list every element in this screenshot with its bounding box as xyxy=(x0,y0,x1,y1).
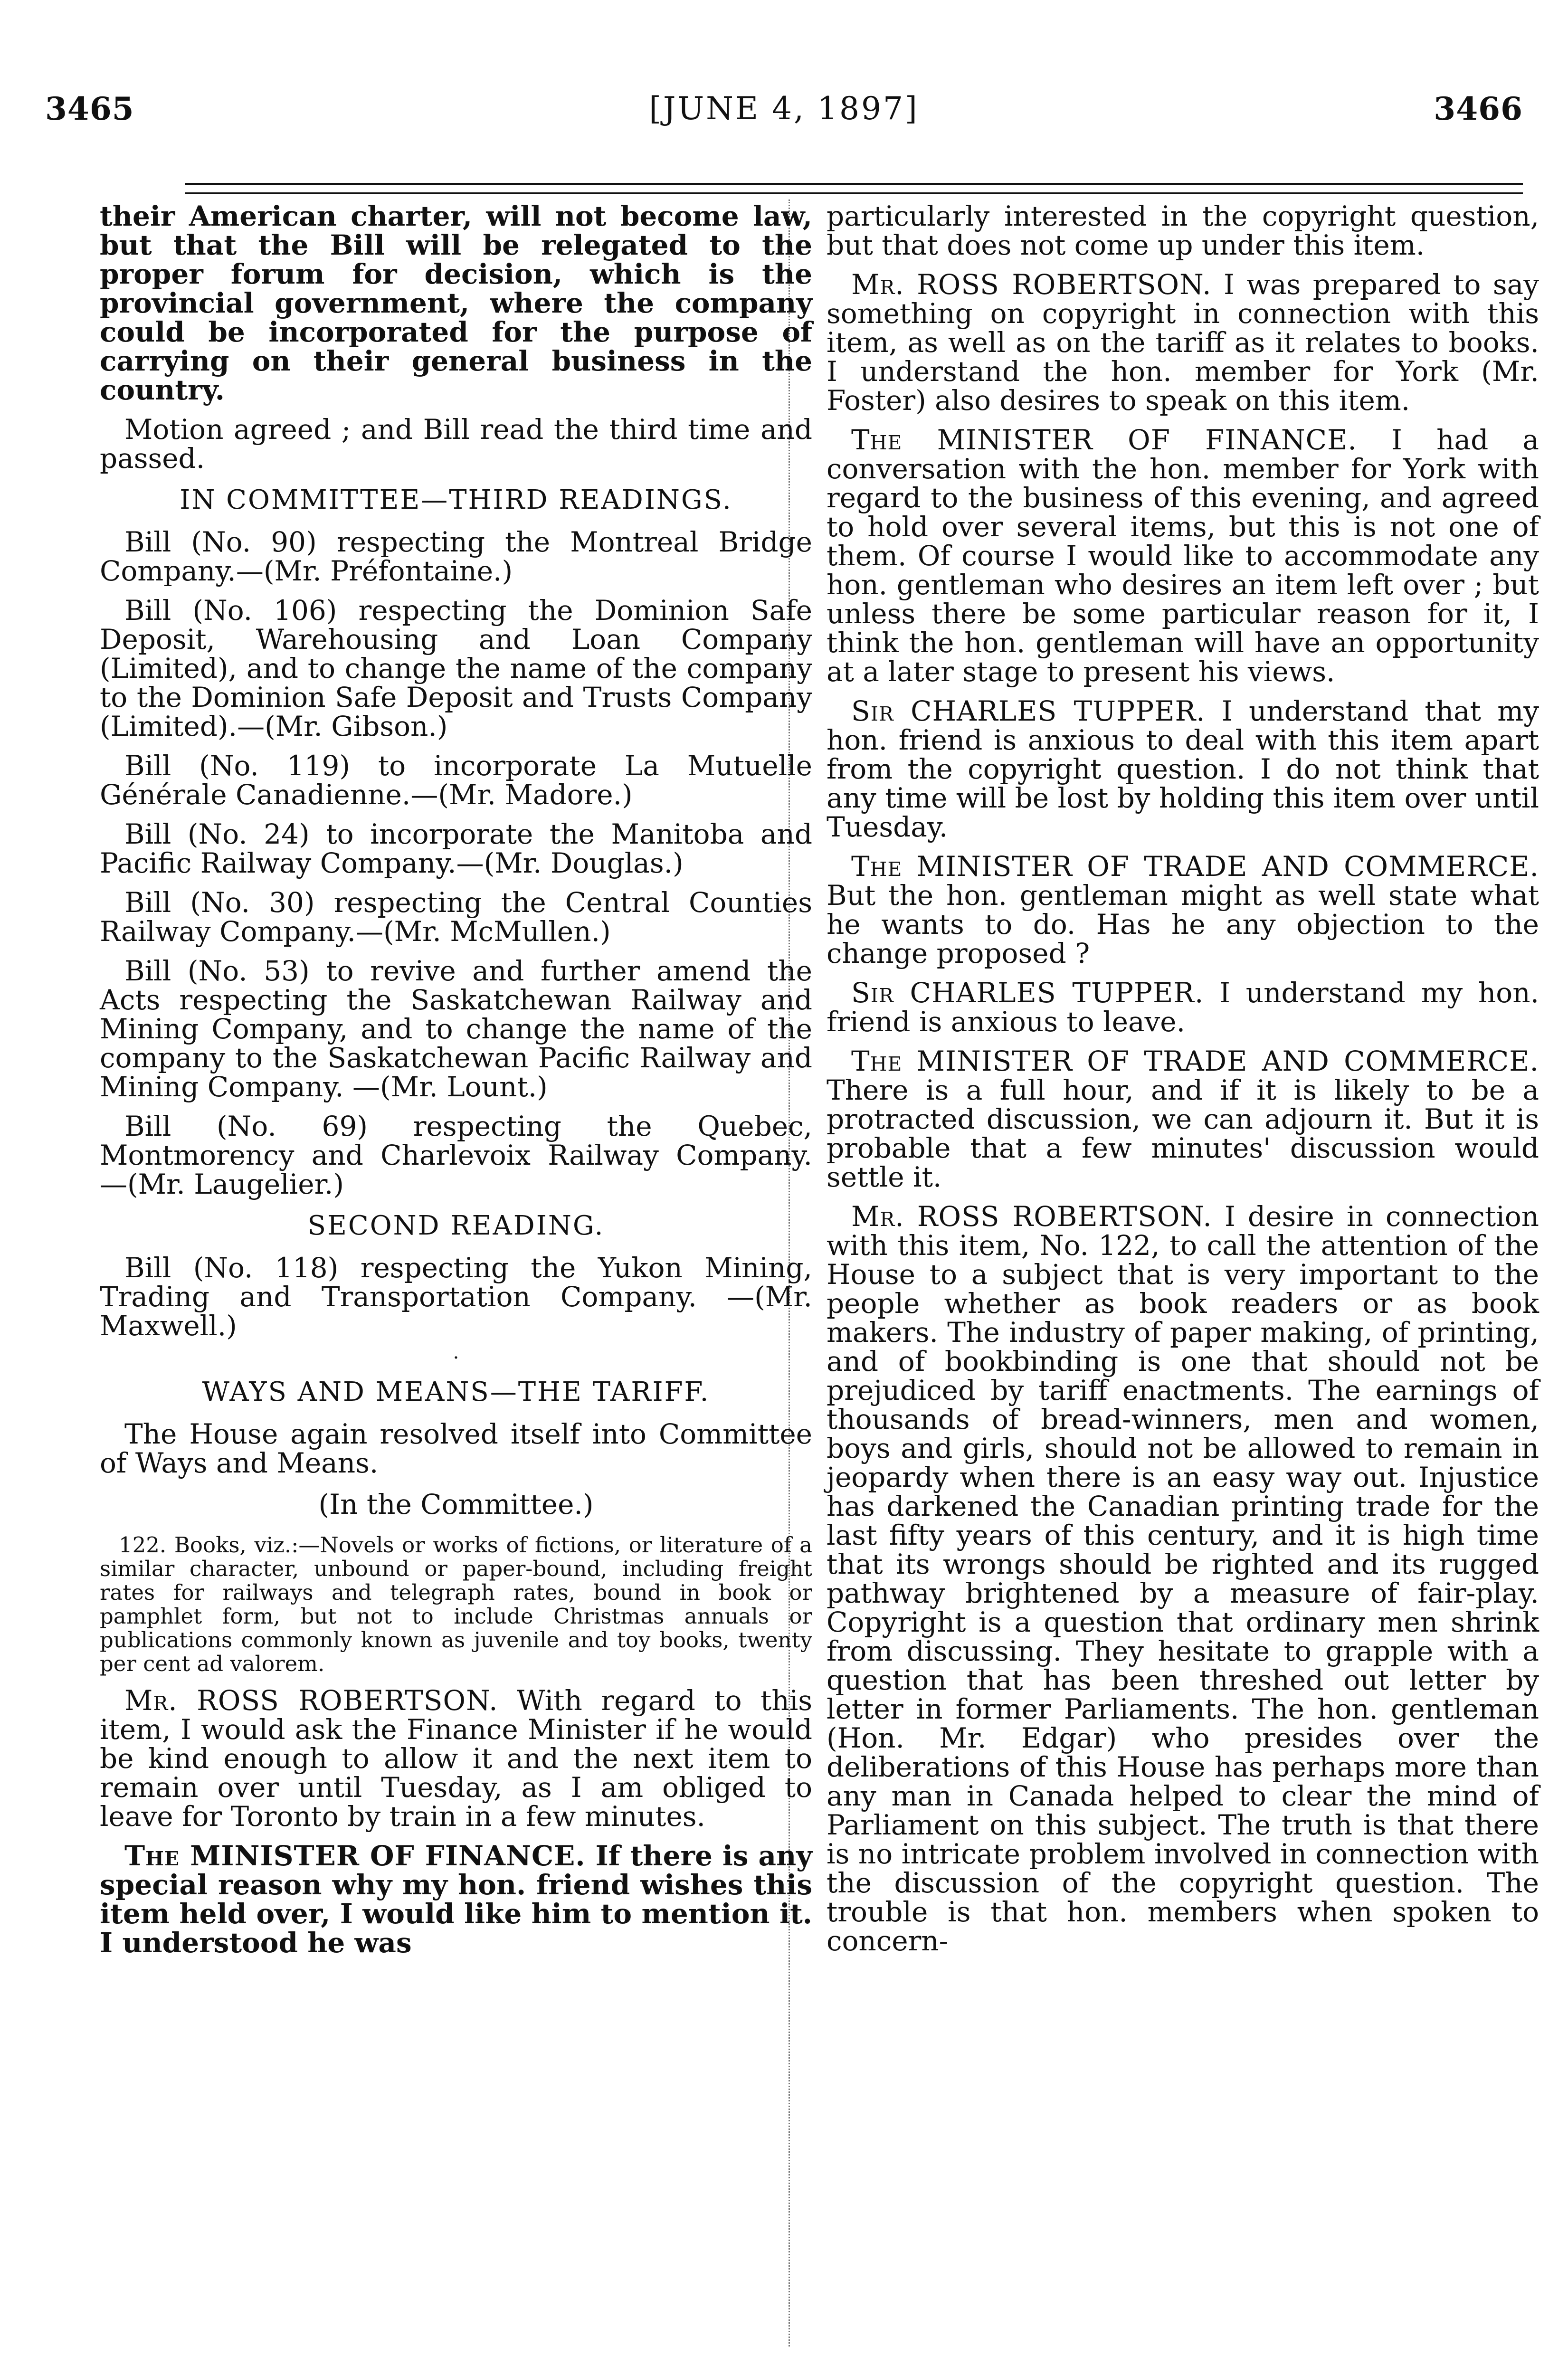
speech xyxy=(827,1202,1539,1956)
speaker-name: The MINISTER OF FINANCE. xyxy=(851,424,1357,456)
speech-text: I desire in connection with this item, No. 122, to call the attention of the House to a subject that is very important to the people whether as book readers or as book makers. The industry of paper making, of printing, and of bookbinding is one that should not be prejudiced by tariff enactments. The earnings of thousands of bread-winners, men and women, boys and girls, should not be allowed to remain in jeopardy when there is an easy way out. Injustice has darkened the Canadian printing trade for the last fifty years of this century, and it is high time that its wrongs should be righted and its rugged pathway brightened by a measure of fair-play. Copyright is a question that ordinary men shrink from discussing. They hesitate to grapple with a question that has been threshed out letter by letter in former Parliaments. The hon. gentleman (Hon. Mr. Edgar) who presides over the deliberations of this House has perhaps more than any man in Canada helped to clear the mind of Parliament on this subject. The truth is that there is no intricate problem involved in connection with the discussion of the copyright question. The trouble is that hon. members when spoken to concern- xyxy=(827,1200,1539,1957)
speech xyxy=(100,1842,812,1957)
tariff-item: 122. Books, viz.:—Novels or works of fictions, or literature of a similar character, unbound or paper-bound, including freight rates for railways and telegraph rates, bound in book or pamphlet form, but not to include Christmas annuals or publications commonly known as juvenile and toy books, twenty per cent ad valorem. xyxy=(100,1532,812,1676)
bill-entry: Bill (No. 24) to incorporate the Manitoba and Pacific Railway Company.—(Mr. Douglas.) xyxy=(100,818,812,879)
speech xyxy=(827,426,1539,686)
paragraph: Motion agreed ; and Bill read the third time and passed. xyxy=(100,413,812,475)
speech-text: I understand that my hon. friend is anxious to deal with this item apart from the copyright question. I do not think that any time will be lost by holding this item over until Tuesday. xyxy=(827,695,1539,843)
paragraph: particularly interested in the copyright question, but that does not come up under this item. xyxy=(827,200,1539,261)
page-header xyxy=(45,90,1523,133)
paragraph: their American charter, will not become law, but that the Bill will be relegated to the proper forum for decision, which is the provincial government, where the company could be incorporated for the purpose of carrying on their general business in the country. xyxy=(100,200,812,406)
section-heading: SECOND READING. xyxy=(307,1210,605,1241)
bill-entry: Bill (No. 30) respecting the Central Counties Railway Company.—(Mr. McMullen.) xyxy=(100,886,812,948)
committee-note: (In the Committee.) xyxy=(318,1488,594,1520)
speech xyxy=(827,852,1539,968)
bill-entry: Bill (No. 90) respecting the Montreal Bridge Company.—(Mr. Préfontaine.) xyxy=(100,526,812,587)
right-column xyxy=(827,202,1539,1966)
speech-text: If there is any special reason why my hon. friend wishes this item held over, I would like him to mention it. I understood he was xyxy=(100,1840,812,1959)
speaker-name: The MINISTER OF FINANCE. xyxy=(124,1840,586,1872)
header-rule-thin xyxy=(185,192,1523,194)
speech-text: I was prepared to say something on copyright in connection with this item, as well as on the tariff as it relates to books. I understand the hon. member for York (Mr. Foster) also desires to speak on this item. xyxy=(827,268,1539,417)
speech-text: I had a conversation with the hon. member for York with regard to the business of this evening, and agreed to hold over several items, but this is not one of them. Of course I would like to accommodate any hon. gentleman who desires an item left over ; but unless there be some particular reason for it, I think the hon. gentleman will have an opportunity at a later stage to present his views. xyxy=(827,424,1539,688)
bill-entry: Bill (No. 106) respecting the Dominion Safe Deposit, Warehousing and Loan Company (Limited), and to change the name of the company to the Dominion Safe Deposit and Trusts Company (Limited).—(Mr. Gibson.) xyxy=(100,594,812,742)
bill-entry: Bill (No. 69) respecting the Quebec, Montmorency and Charlevoix Railway Company. —(Mr. Laugelier.) xyxy=(100,1110,812,1200)
left-column xyxy=(100,202,812,1968)
page-number-left: 3465 xyxy=(45,90,134,127)
bill-entry: Bill (No. 53) to revive and further amend the Acts respecting the Saskatchewan Railway and Mining Company, and to change the name of the company to the Saskatchewan Pacific Railway and Mining Company. —(Mr. Lount.) xyxy=(100,955,812,1103)
speech xyxy=(827,270,1539,415)
speaker-name: Mr. ROSS ROBERTSON. xyxy=(851,268,1212,301)
section-heading: IN COMMITTEE—THIRD READINGS. xyxy=(180,484,732,515)
paragraph: The House again resolved itself into Committee of Ways and Means. xyxy=(100,1418,812,1479)
speech xyxy=(827,1047,1539,1192)
ornament-mark: · xyxy=(453,1347,459,1369)
page-number-right: 3466 xyxy=(1434,90,1523,127)
speaker-name: Mr. ROSS ROBERTSON. xyxy=(124,1684,498,1717)
header-date: [JUNE 4, 1897] xyxy=(649,90,919,127)
speech-text: But the hon. gentleman might as well state what he wants to do. Has he any objection to the change proposed ? xyxy=(827,879,1539,969)
header-rule xyxy=(185,183,1523,185)
bill-entry: Bill (No. 118) respecting the Yukon Mining, Trading and Transportation Company. —(Mr. Maxwell.) xyxy=(100,1252,812,1342)
speech xyxy=(827,697,1539,842)
speech xyxy=(827,978,1539,1036)
speech xyxy=(100,1686,812,1831)
section-heading: WAYS AND MEANS—THE TARIFF. xyxy=(202,1377,710,1407)
speech-text: There is a full hour, and if it is likely to be a protracted discussion, we can adjourn it. But it is probable that a few minutes' discussion would settle it. xyxy=(827,1074,1539,1193)
speaker-name: Sir CHARLES TUPPER. xyxy=(851,977,1204,1009)
speech-text: I understand my hon. friend is anxious to leave. xyxy=(827,977,1539,1038)
speaker-name: Mr. ROSS ROBERTSON. xyxy=(851,1200,1212,1233)
speaker-name: The MINISTER OF TRADE AND COMMERCE. xyxy=(851,850,1539,883)
speaker-name: The MINISTER OF TRADE AND COMMERCE. xyxy=(851,1045,1539,1077)
speaker-name: Sir CHARLES TUPPER. xyxy=(851,695,1206,727)
bill-entry: Bill (No. 119) to incorporate La Mutuelle Générale Canadienne.—(Mr. Madore.) xyxy=(100,750,812,811)
speech-text: With regard to this item, I would ask the Finance Minister if he would be kind enough to allow it and the next item to remain over until Tuesday, as I am obliged to leave for Toronto by train in a few minutes. xyxy=(100,1684,813,1833)
